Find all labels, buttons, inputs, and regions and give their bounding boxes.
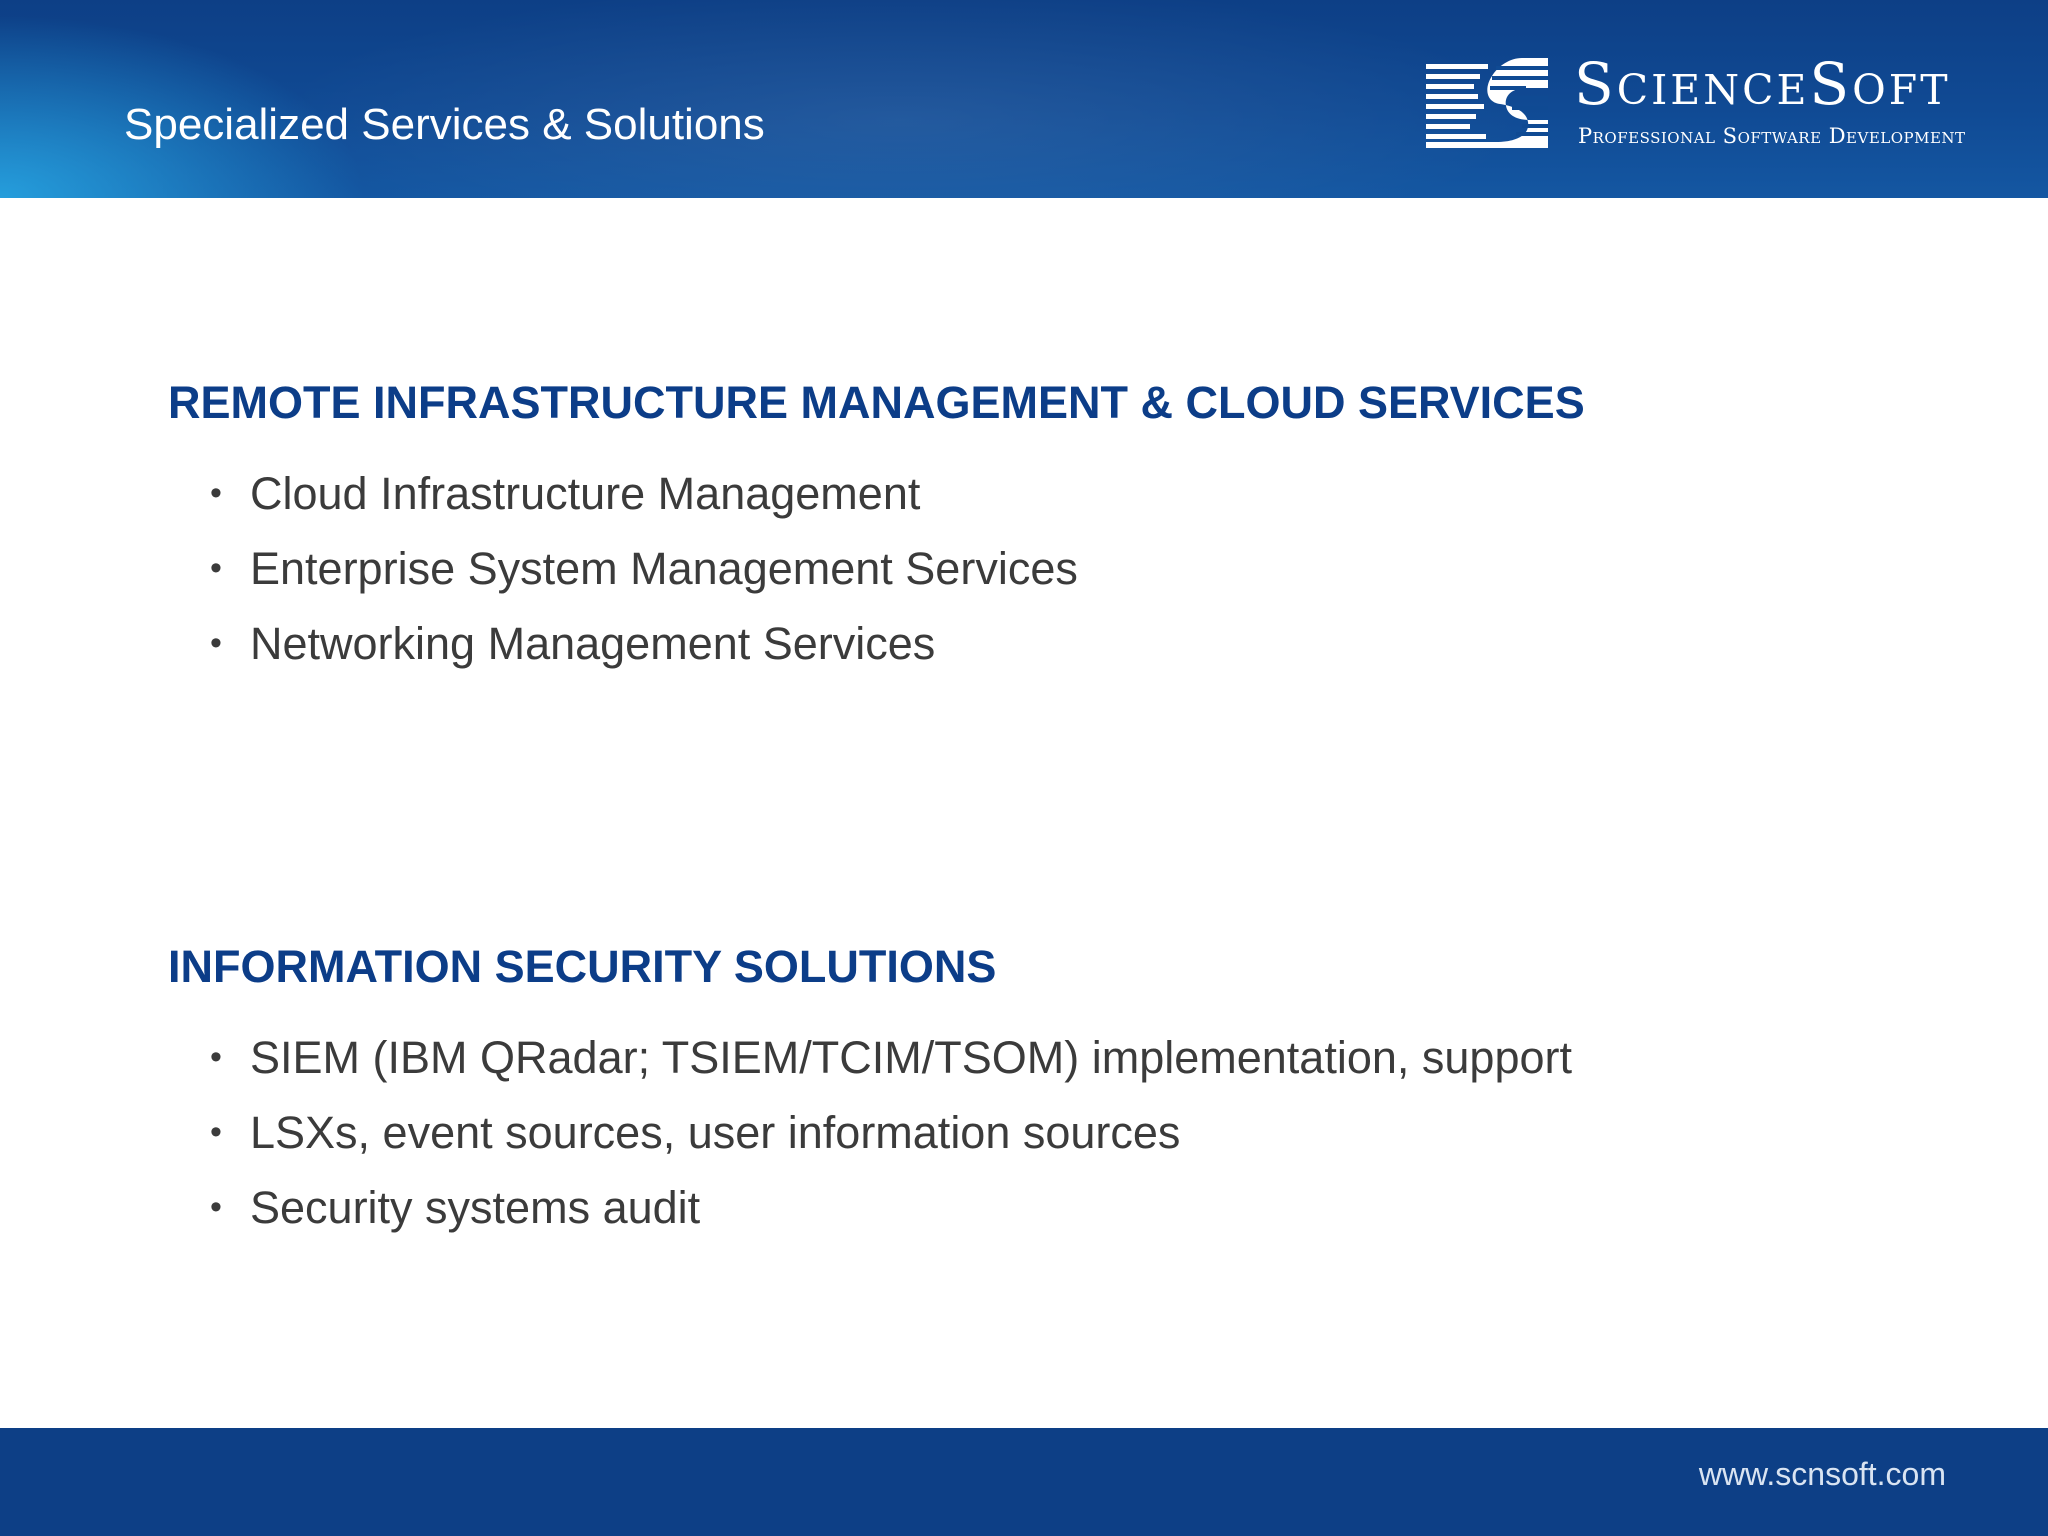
section-remote-infrastructure bbox=[168, 372, 1585, 681]
section-heading: INFORMATION SECURITY SOLUTIONS bbox=[168, 941, 997, 992]
section-heading: REMOTE INFRASTRUCTURE MANAGEMENT & CLOUD SERVICES bbox=[168, 377, 1585, 428]
list-item bbox=[168, 1170, 1572, 1245]
bullet-icon: • bbox=[210, 474, 222, 512]
slide-title: Specialized Services & Solutions bbox=[124, 100, 765, 149]
logo-wordmark: ScienceSoft bbox=[1574, 50, 1951, 118]
list-item bbox=[168, 531, 1585, 606]
logo-tagline: Professional Software Development bbox=[1578, 124, 1966, 148]
bullet-icon: • bbox=[210, 1038, 222, 1076]
bullet-icon: • bbox=[210, 1113, 222, 1151]
list-item bbox=[168, 606, 1585, 681]
section-information-security bbox=[168, 936, 1572, 1245]
logo-s-mark-icon bbox=[1426, 58, 1548, 148]
footer-website-link[interactable]: www.scnsoft.com bbox=[1698, 1456, 1946, 1492]
list-item-text: SIEM (IBM QRadar; TSIEM/TCIM/TSOM) implementation, support bbox=[250, 1032, 1572, 1083]
list-item-text: Enterprise System Management Services bbox=[250, 543, 1078, 594]
list-item-text: Security systems audit bbox=[250, 1182, 701, 1233]
bullet-icon: • bbox=[210, 549, 222, 587]
list-item bbox=[168, 456, 1585, 531]
list-item-text: Networking Management Services bbox=[250, 618, 936, 669]
bullet-icon: • bbox=[210, 1188, 222, 1226]
footer-band bbox=[0, 1428, 2048, 1536]
header-band bbox=[0, 0, 2048, 198]
list-item-text: LSXs, event sources, user information sources bbox=[250, 1107, 1181, 1158]
bullet-list bbox=[168, 1020, 1572, 1245]
list-item bbox=[168, 1095, 1572, 1170]
list-item bbox=[168, 1020, 1572, 1095]
list-item-text: Cloud Infrastructure Management bbox=[250, 468, 921, 519]
bullet-list bbox=[168, 456, 1585, 681]
sciencesoft-logo bbox=[1426, 50, 1966, 156]
bullet-icon: • bbox=[210, 624, 222, 662]
